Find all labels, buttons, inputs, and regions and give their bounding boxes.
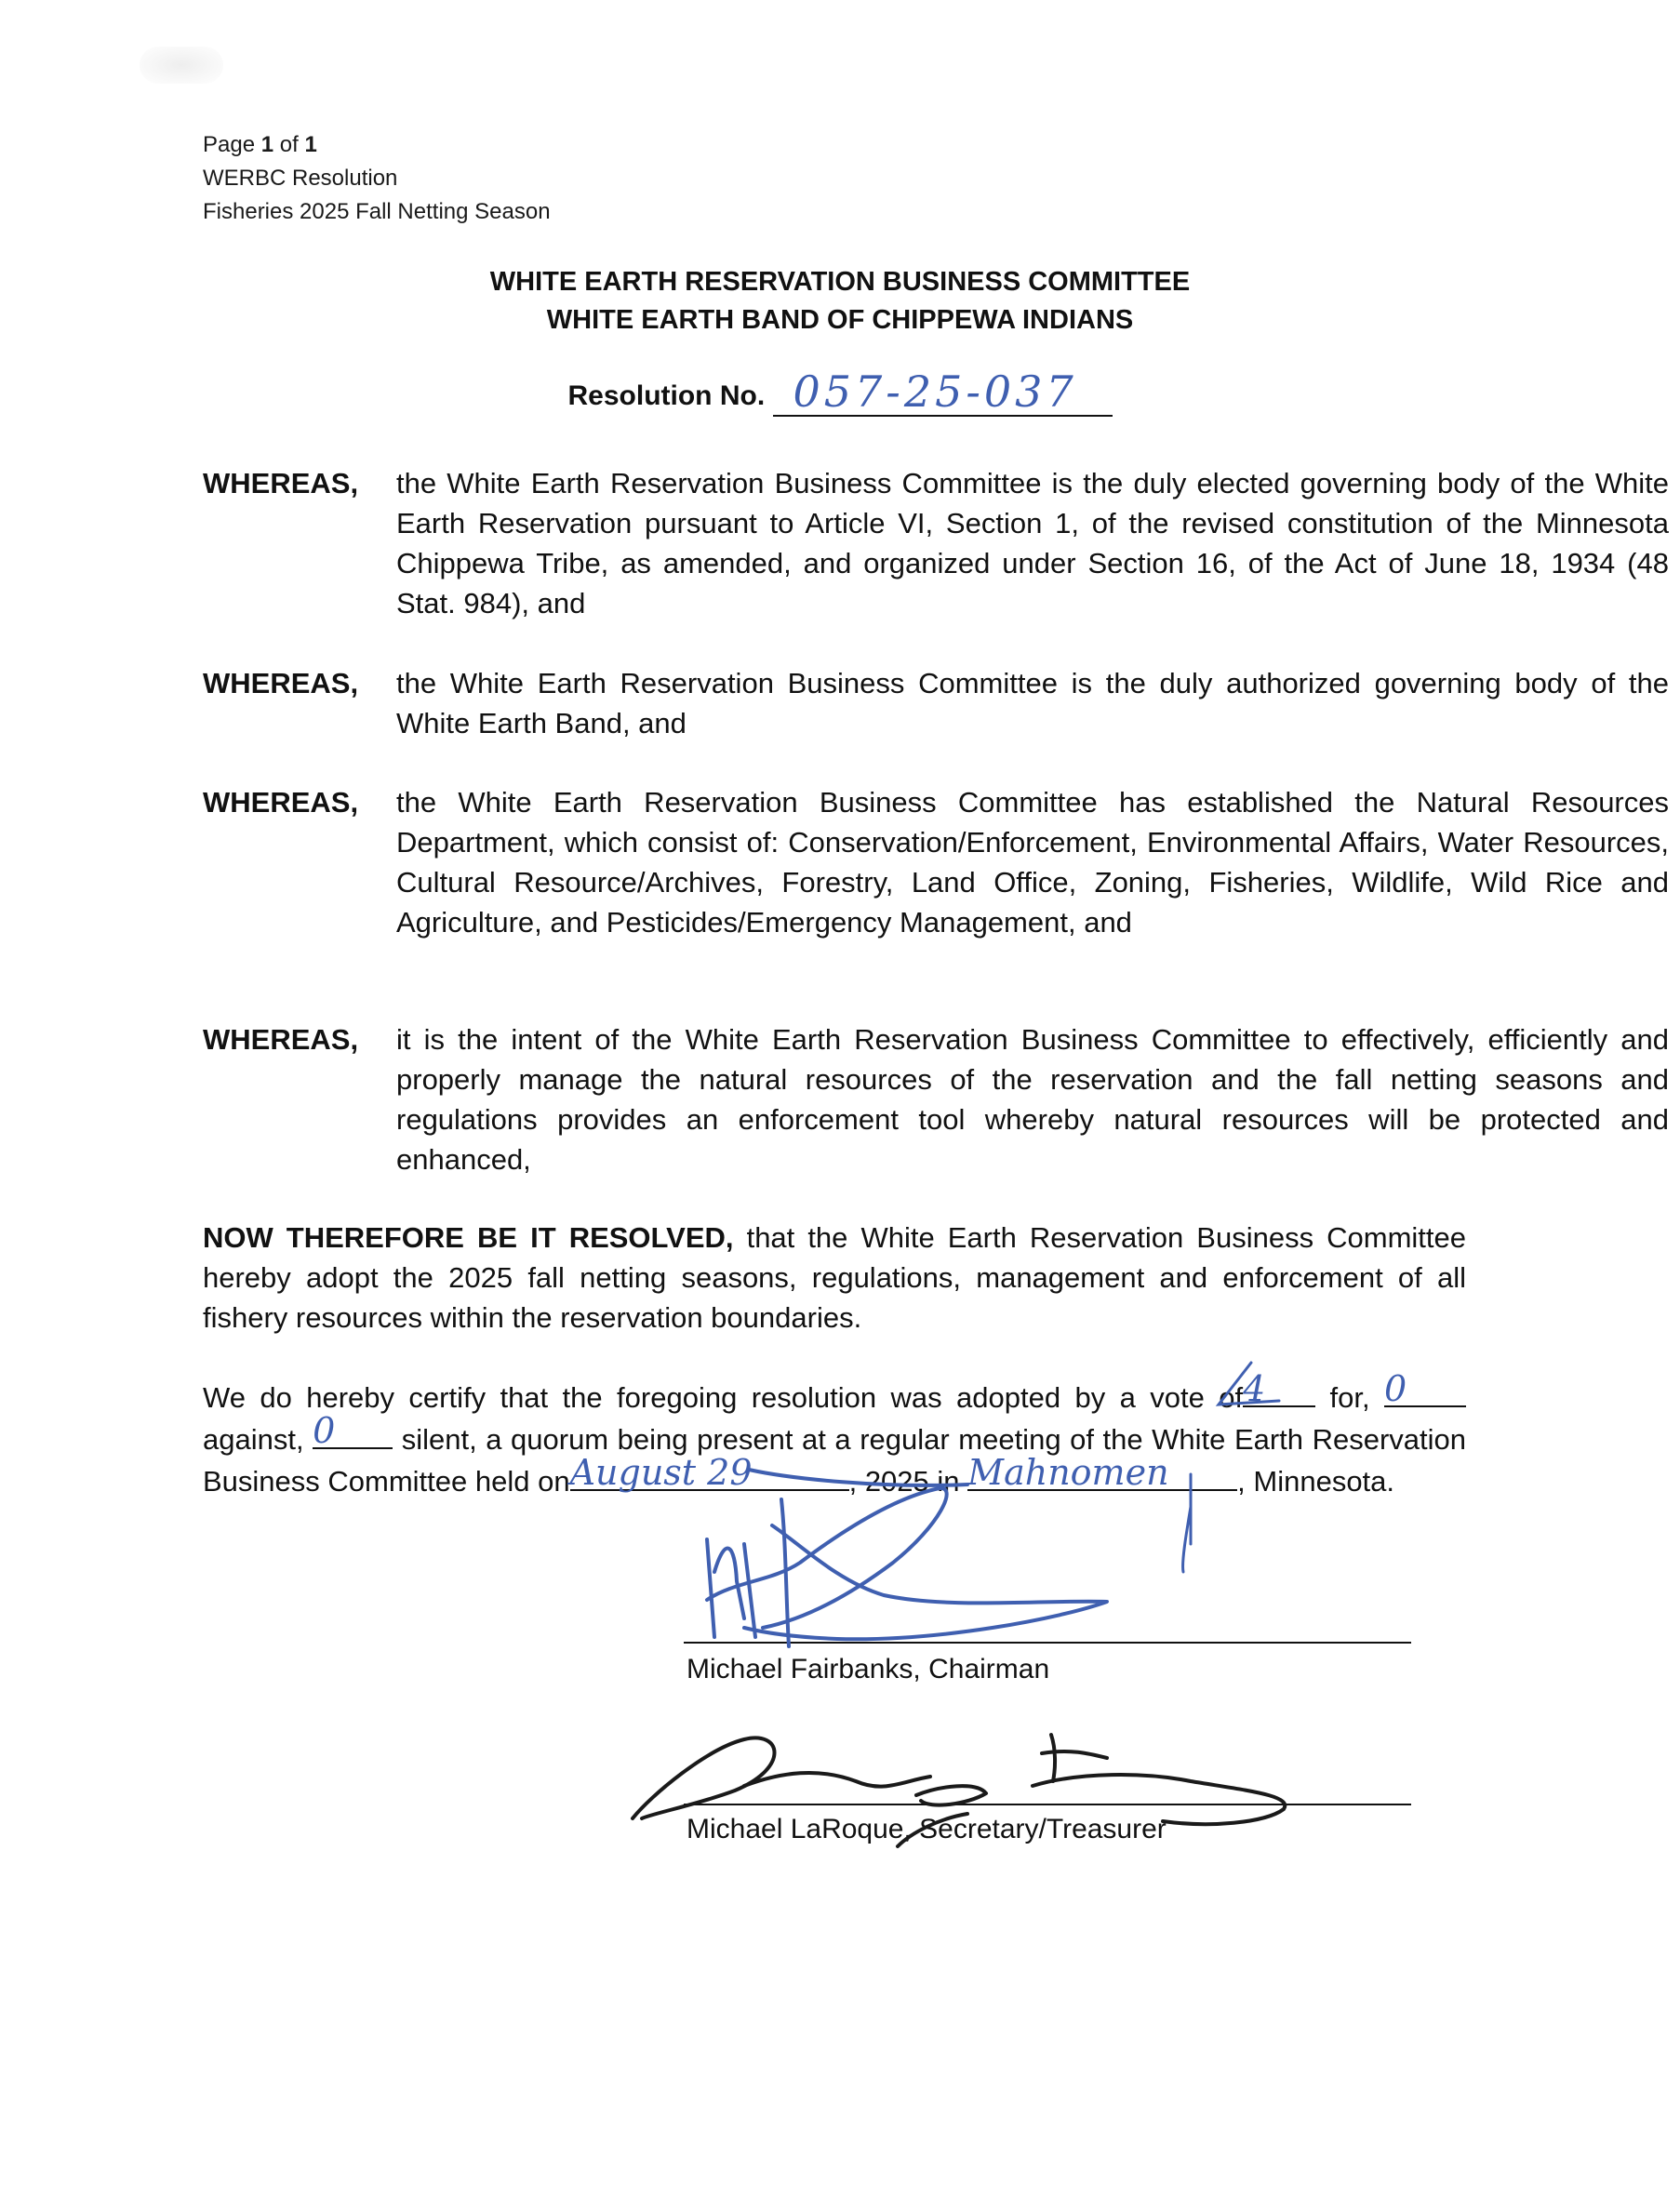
whereas-text: it is the intent of the White Earth Reservation Business Committee to effectively, efficiently and properly manage the natural resources of the reservation and the fall netting seasons and regulations provides an enforcement tool whereby natural resources will be protected and enhanced, [396,1023,1669,1176]
cert-text-4: silent, a quorum being present at a regular meeting of the White Earth Reservation Business Committee held on [203,1423,1466,1498]
doc-type: WERBC Resolution [203,166,398,191]
cert-text-1: We do hereby certify that the foregoing resolution was adopted by a vote of [203,1381,1244,1414]
page-number: 1 [260,132,274,157]
whereas-text: the White Earth Reservation Business Committee is the duly authorized governing body of the White Earth Band, and [396,667,1669,739]
page-of: of [279,132,299,157]
whereas-text: the White Earth Reservation Business Committee has established the Natural Resources Department, which consist of: Conservation/Enforcement, Environmental Affairs, Water Resources, Cultural Resource/Archives, Forestry, Land Office, Zoning, Fisheries, Wildlife, Wild Rice and Agriculture, and Pesticides/Emergency Management, and [396,786,1669,939]
secretary-signature [633,1735,1285,1846]
page-prefix: Page [203,132,256,157]
title-line-2: WHITE EARTH BAND OF CHIPPEWA INDIANS [546,305,1134,335]
votes-against: 0 [1384,1368,1407,1409]
whereas-label: WHEREAS, [203,667,359,699]
cert-text-3: against, [203,1423,304,1456]
cert-text-5: , 2025 in [848,1465,960,1498]
whereas-label: WHEREAS, [203,1023,359,1056]
whereas-label: WHEREAS, [203,786,359,819]
resolved-text: that the White Earth Reservation Business Committee hereby adopt the 2025 fall netting seasons, regulations, management and enforcement of all fishery resources within the reservation boundaries. [203,1221,1466,1334]
chairman-name: Michael Fairbanks, Chairman [687,1654,1050,1684]
doc-subject: Fisheries 2025 Fall Netting Season [203,199,551,224]
resolved-lead: NOW THEREFORE BE IT RESOLVED, [203,1221,734,1254]
cert-text-6: , Minnesota. [1237,1465,1395,1498]
resolution-number: 057-25-037 [793,366,1077,417]
votes-silent: 0 [313,1410,336,1451]
resolution-label: Resolution No. [567,380,766,411]
whereas-text: the White Earth Reservation Business Committee is the duly elected governing body of the White Earth Reservation pursuant to Article VI, Section 1, of the revised constitution of the Minnesota Chippewa Tribe, as amended, and organized under Section 16, of the Act of June 18, 1934 (48 Stat. 984), and [396,467,1669,619]
votes-for: 4 [1243,1368,1266,1409]
meeting-date: August 29 [569,1452,753,1493]
chairman-signature [707,1470,1107,1646]
title-line-1: WHITE EARTH RESERVATION BUSINESS COMMITTEE [489,267,1191,297]
whereas-label: WHEREAS, [203,467,359,499]
handwriting-strokes [1183,1363,1279,1572]
secretary-name: Michael LaRoque, Secretary/Treasurer [687,1814,1167,1844]
meeting-location: Mahnomen [967,1452,1169,1493]
cert-text-2: for, [1329,1381,1370,1414]
page-total: 1 [304,132,317,157]
